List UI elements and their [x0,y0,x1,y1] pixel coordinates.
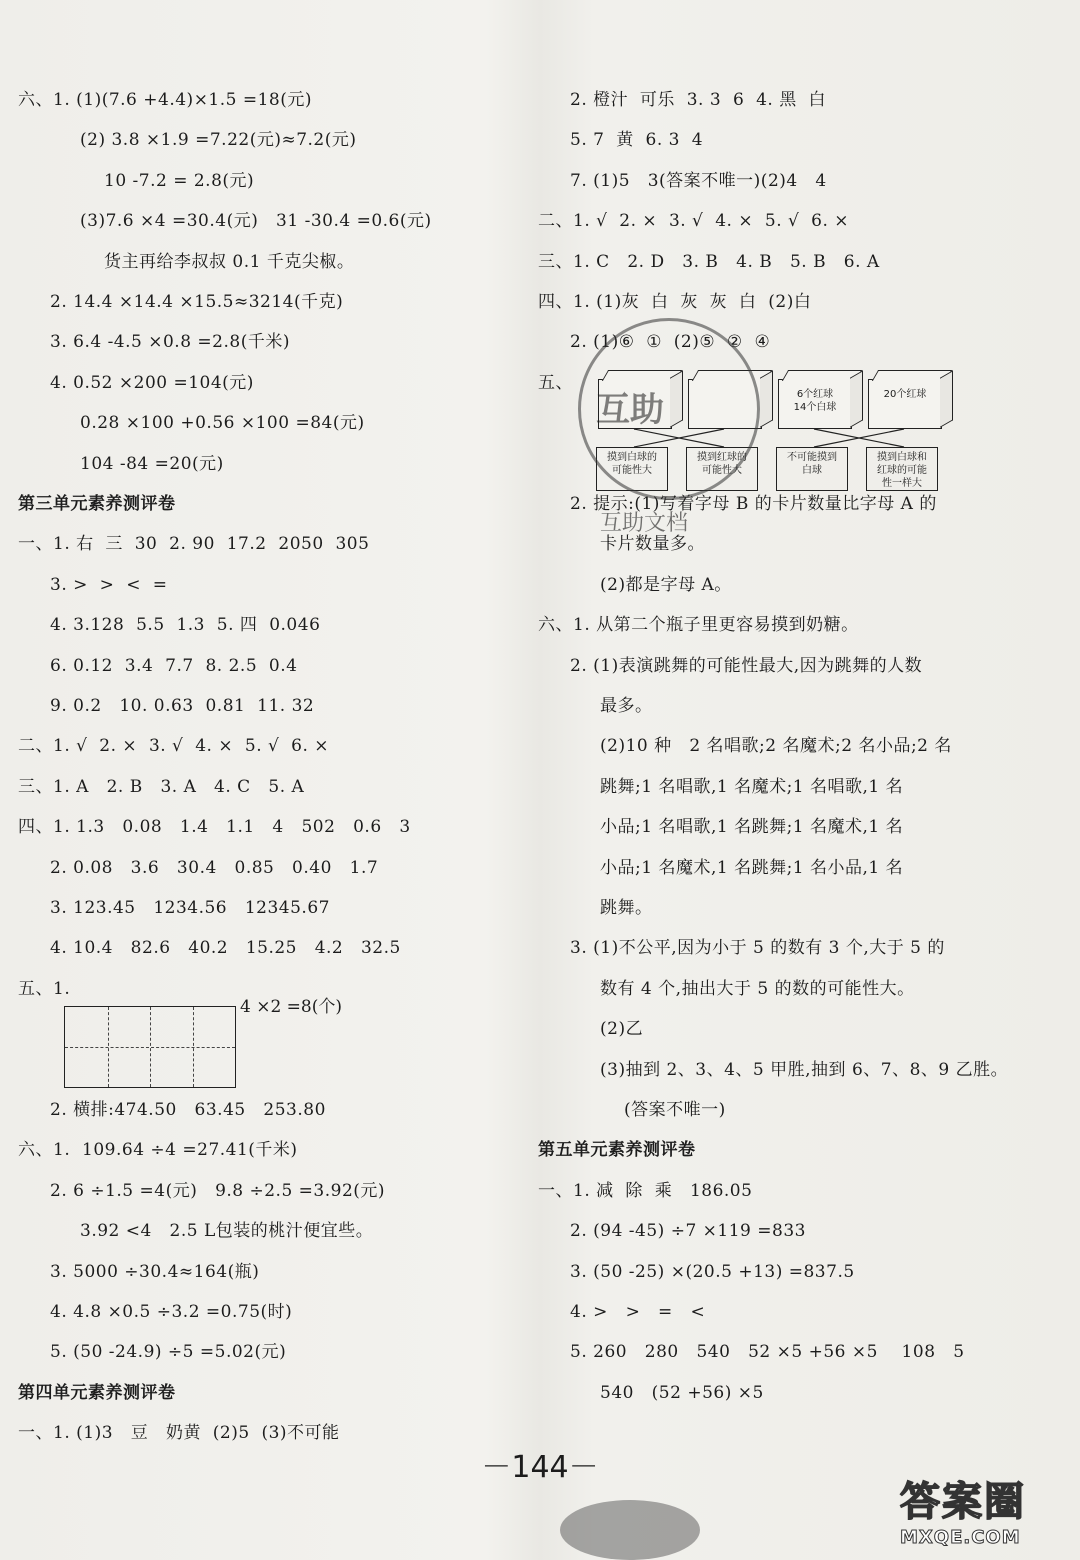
answer-line: 2. 0.08 3.6 30.4 0.85 0.40 1.7 [50,857,379,878]
grid-vertical-divider [150,1007,151,1087]
watermark-subtext: 互助文档 [600,511,689,536]
answer-line: 2. 提示:(1)写着字母 B 的卡片数量比字母 A 的 [570,494,937,514]
site-logo [900,1470,1075,1556]
answer-line: 2. (1)⑥ ① (2)⑤ ② ④ [570,332,771,353]
answer-line: 3.92 <4 2.5 L包装的桃汁便宜些。 [80,1221,374,1242]
answer-line: 小品;1 名魔术,1 名跳舞;1 名小品,1 名 [600,857,904,878]
page-number: －144－ [481,1450,599,1485]
grid-vertical-divider [193,1007,194,1087]
answer-line: 6. 0.12 3.4 7.7 8. 2.5 0.4 [50,655,298,676]
section-heading: 第四单元素养测评卷 [18,1382,176,1403]
answer-line: 3. > > < = [50,574,168,595]
section-heading: 第五单元素养测评卷 [538,1140,696,1161]
answer-line: 跳舞;1 名唱歌,1 名魔术;1 名唱歌,1 名 [600,776,904,797]
box-contents-label: 20个红球 [883,389,927,400]
answer-line: 四、1. (1)灰 白 灰 灰 白 (2)白 [538,292,812,312]
answer-line: 数有 4 个,抽出大于 5 的数的可能性大。 [600,978,915,999]
answer-line: (2)乙 [600,1019,644,1040]
answer-line: (3)7.6 ×4 =30.4(元) 31 -30.4 =0.6(元) [80,211,432,232]
answer-line: 7. (1)5 3(答案不唯一)(2)4 4 [570,170,827,191]
box-contents-label: 6个红球 14个白球 [793,389,837,413]
answer-line: 9. 0.2 10. 0.63 0.81 11. 32 [50,696,315,716]
answer-line: 4. > > = < [570,1302,706,1322]
answer-line: 二、1. √ 2. × 3. √ 4. × 5. √ 6. × [18,736,330,757]
outcome-label: 摸到白球和 红球的可能 性一样大 [866,447,938,491]
answer-line: 4. 3.128 5.5 1.3 5. 四 0.046 [50,615,321,636]
answer-line: 三、1. C 2. D 3. B 4. B 5. B 6. A [538,251,880,272]
answer-line: 一、1. 减 除 乘 186.05 [538,1180,753,1201]
grid-vertical-divider [108,1007,109,1087]
section-heading: 第三单元素养测评卷 [18,494,176,514]
answer-line: 10 -7.2 = 2.8(元) [104,170,255,191]
answer-line: 104 -84 =20(元) [80,453,224,474]
outcome-label: 不可能摸到 白球 [776,447,848,491]
answer-line: 卡片数量多。 [600,534,705,555]
answer-line: 2. 14.4 ×14.4 ×15.5≈3214(千克) [50,292,344,312]
answer-line: (2) 3.8 ×1.9 =7.22(元)≈7.2(元) [80,130,357,151]
logo-url: MXQE.COM [900,1527,1021,1548]
answer-line: 五、1. [18,978,71,999]
watermark-text: 互助 [596,390,664,430]
answer-line: 4. 0.52 ×200 =104(元) [50,372,254,393]
answer-line: 小品;1 名唱歌,1 名跳舞;1 名魔术,1 名 [600,817,904,838]
answer-line: 六、1. 从第二个瓶子里更容易摸到奶糖。 [538,615,859,636]
answer-line: 0.28 ×100 +0.56 ×100 =84(元) [80,413,365,434]
answer-line: 4. 10.4 82.6 40.2 15.25 4.2 32.5 [50,938,401,959]
answer-line: 六、1. 109.64 ÷4 =27.41(千米) [18,1140,298,1161]
answer-line: 2. 橙汁 可乐 3. 3 6 4. 黑 白 [570,90,827,110]
answer-line: 跳舞。 [600,898,653,918]
outcome-label: 摸到红球的 可能性大 [686,447,758,491]
answer-line: 2. 横排:474.50 63.45 253.80 [50,1100,326,1120]
answer-line: 3. 123.45 1234.56 12345.67 [50,898,330,918]
answer-line: 六、1. (1)(7.6 +4.4)×1.5 =18(元) [18,90,313,110]
answer-line: 2. 6 ÷1.5 =4(元) 9.8 ÷2.5 =3.92(元) [50,1180,386,1201]
answer-line: 最多。 [600,696,653,716]
logo-text: 答案圈 [900,1479,1026,1525]
answer-line: 5. 260 280 540 52 ×5 +56 ×5 108 5 [570,1342,965,1363]
answer-line: 一、1. 右 三 30 2. 90 17.2 2050 305 [18,534,370,555]
answer-line: 2. (1)表演跳舞的可能性最大,因为跳舞的人数 [570,655,923,676]
answer-line: (答案不唯一) [624,1100,726,1120]
answer-line: 2. (94 -45) ÷7 ×119 =833 [570,1221,806,1242]
answer-line: 五、 [538,372,573,393]
answer-line: 3. (1)不公平,因为小于 5 的数有 3 个,大于 5 的 [570,938,945,959]
answer-line: (3)抽到 2、3、4、5 甲胜,抽到 6、7、8、9 乙胜。 [600,1059,1009,1080]
answer-line: 4. 4.8 ×0.5 ÷3.2 =0.75(时) [50,1302,293,1322]
answer-line: 3. (50 -25) ×(20.5 +13) =837.5 [570,1261,855,1282]
binding-shadow [560,1500,700,1560]
answer-line: 5. (50 -24.9) ÷5 =5.02(元) [50,1342,287,1363]
answer-line: 一、1. (1)3 豆 奶黄 (2)5 (3)不可能 [18,1423,340,1444]
rectangle-grid-figure [64,1006,236,1088]
answer-line: 3. 5000 ÷30.4≈164(瓶) [50,1261,260,1282]
answer-line: 3. 6.4 -4.5 ×0.8 =2.8(千米) [50,332,290,353]
answer-line: 三、1. A 2. B 3. A 4. C 5. A [18,776,305,797]
answer-line: (2)都是字母 A。 [600,574,732,595]
answer-line: 货主再给李叔叔 0.1 千克尖椒。 [104,251,355,272]
grid-equation: 4 ×2 =8(个) [240,997,343,1017]
outcome-label: 摸到白球的 可能性大 [596,447,668,491]
answer-line: 5. 7 黄 6. 3 4 [570,130,704,151]
answer-line: 540 (52 +56) ×5 [600,1382,764,1403]
answer-line: (2)10 种 2 名唱歌;2 名魔术;2 名小品;2 名 [600,736,952,757]
answer-line: 四、1. 1.3 0.08 1.4 1.1 4 502 0.6 3 [18,817,411,838]
answer-line: 二、1. √ 2. × 3. √ 4. × 5. √ 6. × [538,211,850,232]
